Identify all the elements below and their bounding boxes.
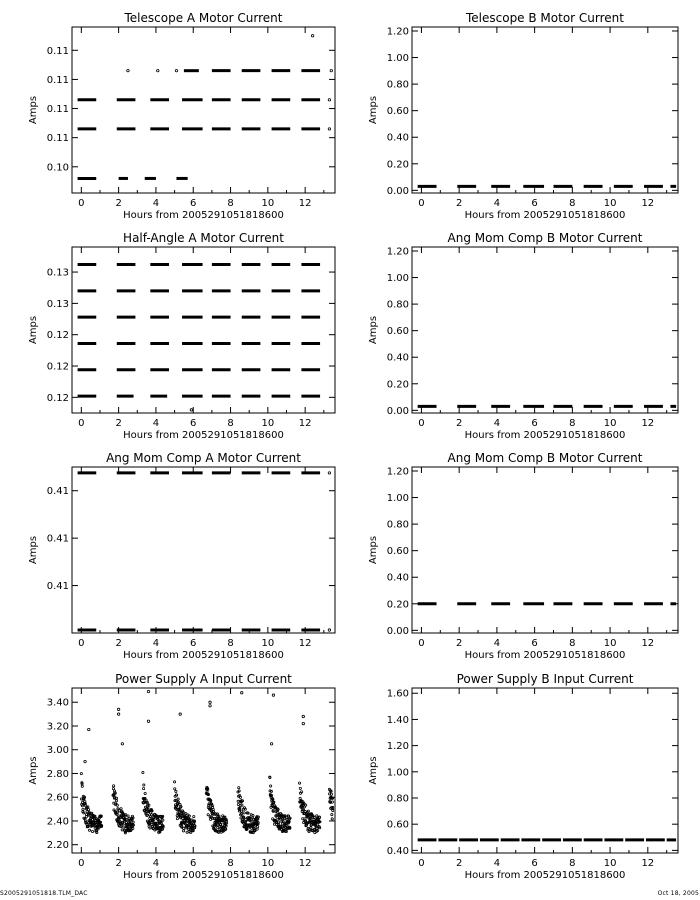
data-point-11 — [302, 722, 304, 724]
x-axis-label: Hours from 2005291051818600 — [123, 650, 284, 661]
cycle-point-3 — [143, 788, 145, 790]
data-point-7 — [209, 701, 211, 703]
x-tick-label: 12 — [641, 638, 655, 649]
y-tick-label: 0.80 — [386, 79, 409, 91]
cycle-point-1 — [88, 829, 90, 831]
y-tick-label: 1.20 — [386, 466, 409, 478]
data-point-13 — [270, 743, 272, 745]
cycle-point-6 — [244, 808, 246, 810]
data-point-2 — [157, 69, 159, 71]
cycle-point-7 — [276, 819, 278, 821]
x-tick-label: 10 — [603, 638, 617, 649]
chart-title: Ang Mom Comp B Motor Current — [447, 451, 643, 465]
data-point-3 — [117, 708, 119, 710]
x-tick-label: 6 — [190, 418, 197, 429]
data-point-15 — [84, 760, 86, 762]
cycle-point-8 — [301, 791, 303, 793]
y-tick-label: 0.12 — [46, 330, 69, 342]
plot-frame — [412, 247, 678, 413]
y-tick-label: 0.60 — [386, 546, 409, 558]
data-point-14 — [121, 743, 123, 745]
cycle-point-8 — [316, 815, 318, 817]
cycle-point-3 — [146, 814, 148, 816]
footer-source-file: S2005291051818.TLM_DAC — [0, 890, 88, 897]
data-point-12 — [302, 715, 304, 717]
plot-frame — [72, 247, 335, 413]
cycle-point-7 — [277, 812, 279, 814]
y-tick-label: 0.80 — [386, 793, 409, 805]
data-point-8 — [190, 409, 192, 411]
cycle-point-4 — [174, 788, 176, 790]
cycle-point-3 — [149, 827, 151, 829]
data-point-6 — [179, 713, 181, 715]
x-tick-label: 6 — [190, 858, 197, 869]
y-tick-label: 0.11 — [46, 74, 69, 86]
cycle-point-5 — [220, 823, 222, 825]
x-tick-label: 0 — [78, 198, 85, 209]
y-tick-label: 0.40 — [386, 132, 409, 144]
y-axis-label: Amps — [368, 95, 379, 125]
data-point-5 — [328, 128, 330, 130]
cycle-point-8 — [299, 787, 301, 789]
y-tick-label: 0.40 — [386, 845, 409, 857]
cycle-point-7 — [277, 821, 279, 823]
data-point-1 — [127, 69, 129, 71]
cycle-point-7 — [273, 823, 275, 825]
data-point-2 — [117, 713, 119, 715]
cycle-point-5 — [225, 828, 227, 830]
chart-panel-5 — [28, 451, 335, 661]
cycle-point-4 — [193, 815, 195, 817]
y-axis-label: Amps — [28, 95, 39, 125]
x-tick-label: 6 — [531, 858, 538, 869]
y-tick-label: 0.12 — [46, 361, 69, 373]
x-tick-label: 8 — [227, 858, 234, 869]
plot-frame — [412, 467, 678, 633]
x-tick-label: 2 — [455, 638, 463, 649]
data-layer — [78, 35, 333, 179]
cycle-point-5 — [217, 827, 219, 829]
y-tick-label: 1.20 — [386, 741, 409, 753]
x-tick-label: 0 — [418, 638, 425, 649]
y-tick-label: 0.12 — [46, 392, 69, 404]
chart-panel-4 — [368, 231, 678, 441]
x-tick-label: 0 — [78, 638, 85, 649]
cycle-point-4 — [177, 798, 179, 800]
x-tick-label: 10 — [261, 418, 275, 429]
x-tick-label: 0 — [418, 198, 425, 209]
x-tick-label: 0 — [418, 858, 425, 869]
y-tick-label: 0.11 — [46, 45, 69, 57]
y-tick-label: 0.20 — [386, 379, 409, 391]
cycle-point-2 — [132, 827, 134, 829]
cycle-point-4 — [173, 781, 175, 783]
x-axis-label: Hours from 2005291051818600 — [464, 650, 626, 661]
cycle-point-2 — [123, 826, 125, 828]
cycle-point-2 — [114, 792, 116, 794]
data-point-6 — [311, 35, 313, 37]
y-axis-label: Amps — [368, 756, 379, 785]
y-tick-label: 0.41 — [46, 486, 69, 498]
x-axis-label: Hours from 2005291051818600 — [464, 210, 626, 221]
x-tick-label: 10 — [603, 198, 617, 209]
x-tick-label: 4 — [493, 638, 501, 649]
x-tick-label: 8 — [569, 638, 576, 649]
cycle-point-6 — [252, 814, 254, 816]
cycle-point-1 — [82, 808, 84, 810]
x-axis-label: Hours from 2005291051818600 — [123, 430, 284, 441]
footer-date: Oct 18, 2005 — [657, 890, 699, 897]
data-point-9 — [241, 692, 243, 694]
y-tick-label: 0.41 — [46, 533, 69, 545]
y-tick-label: 0.10 — [46, 162, 69, 174]
cycle-point-8 — [305, 804, 307, 806]
cycle-point-7 — [270, 785, 272, 787]
plot-frame — [412, 27, 678, 193]
cycle-point-4 — [188, 815, 190, 817]
cycle-point-4 — [185, 813, 187, 815]
x-tick-label: 6 — [531, 638, 538, 649]
x-tick-label: 2 — [455, 198, 463, 209]
y-tick-label: 3.20 — [46, 721, 69, 733]
cycle-point-5 — [207, 814, 209, 816]
y-tick-label: 0.41 — [46, 581, 69, 593]
y-tick-label: 0.00 — [386, 185, 409, 197]
y-tick-label: 3.40 — [46, 697, 69, 709]
data-point-2 — [328, 629, 330, 631]
chart-title: Telescope A Motor Current — [124, 11, 283, 25]
chart-title: Ang Mom Comp A Motor Current — [106, 451, 301, 465]
chart-title: Ang Mom Comp B Motor Current — [447, 231, 643, 245]
y-axis-label: Amps — [368, 535, 379, 565]
x-tick-label: 12 — [641, 858, 655, 869]
y-tick-label: 0.40 — [386, 572, 409, 584]
y-axis-label: Amps — [28, 315, 39, 345]
x-tick-label: 8 — [569, 858, 576, 869]
cycle-point-4 — [176, 818, 178, 820]
cycle-point-9 — [331, 818, 333, 820]
cycle-point-8 — [310, 827, 312, 829]
x-tick-label: 2 — [115, 418, 122, 429]
x-tick-label: 10 — [261, 198, 275, 209]
y-axis-label: Amps — [368, 315, 379, 345]
y-tick-label: 3.00 — [46, 745, 69, 757]
cycle-point-6 — [240, 810, 242, 812]
y-tick-label: 0.40 — [386, 352, 409, 364]
x-tick-label: 4 — [152, 858, 160, 869]
y-tick-label: 1.40 — [386, 714, 409, 726]
chart-title: Power Supply A Input Current — [115, 672, 292, 686]
cycle-point-1 — [85, 816, 87, 818]
y-tick-label: 1.00 — [386, 767, 409, 779]
cycle-point-2 — [115, 797, 117, 799]
x-tick-label: 2 — [115, 198, 122, 209]
cycle-point-2 — [121, 829, 123, 831]
data-point-1 — [328, 472, 330, 474]
x-tick-label: 4 — [493, 418, 501, 429]
cycle-point-6 — [241, 804, 243, 806]
data-point-7 — [328, 237, 330, 239]
x-tick-label: 6 — [531, 198, 538, 209]
cycle-point-3 — [162, 819, 164, 821]
y-tick-label: 2.40 — [46, 816, 69, 828]
data-layer — [80, 690, 334, 834]
cycle-point-8 — [318, 816, 320, 818]
x-axis-label: Hours from 2005291051818600 — [123, 870, 284, 881]
cycle-point-3 — [144, 792, 146, 794]
cycle-point-4 — [194, 825, 196, 827]
y-tick-label: 0.80 — [386, 299, 409, 311]
cycle-point-5 — [209, 818, 211, 820]
x-tick-label: 0 — [418, 418, 425, 429]
x-tick-label: 10 — [261, 638, 275, 649]
cycle-point-3 — [161, 828, 163, 830]
x-tick-label: 10 — [603, 418, 617, 429]
plot-frame — [72, 467, 335, 633]
x-tick-label: 10 — [261, 858, 275, 869]
cycle-point-6 — [256, 828, 258, 830]
data-layer — [78, 472, 331, 632]
cycle-point-2 — [112, 788, 114, 790]
cycle-point-1 — [81, 785, 83, 787]
x-axis-label: Hours from 2005291051818600 — [464, 430, 626, 441]
x-axis-label: Hours from 2005291051818600 — [123, 210, 284, 221]
cycle-point-4 — [175, 790, 177, 792]
y-tick-label: 0.13 — [46, 298, 69, 310]
x-tick-label: 4 — [493, 858, 501, 869]
y-tick-label: 1.20 — [386, 26, 409, 38]
cycle-point-1 — [80, 773, 82, 775]
x-tick-label: 4 — [152, 198, 160, 209]
x-tick-label: 12 — [298, 858, 312, 869]
data-point-4 — [147, 720, 149, 722]
y-axis-label: Amps — [28, 535, 39, 565]
x-tick-label: 8 — [569, 418, 576, 429]
cycle-point-4 — [180, 806, 182, 808]
cycle-point-7 — [272, 810, 274, 812]
y-tick-label: 0.60 — [386, 819, 409, 831]
cycle-point-6 — [243, 812, 245, 814]
cycle-point-7 — [269, 776, 271, 778]
x-tick-label: 6 — [531, 418, 538, 429]
x-tick-label: 4 — [152, 638, 160, 649]
data-point-4 — [328, 99, 330, 101]
y-tick-label: 0.13 — [46, 267, 69, 279]
cycle-point-3 — [143, 784, 145, 786]
x-tick-label: 8 — [227, 198, 234, 209]
y-tick-label: 2.60 — [46, 792, 69, 804]
cycle-point-4 — [188, 826, 190, 828]
x-tick-label: 10 — [603, 858, 617, 869]
x-tick-label: 4 — [493, 198, 501, 209]
data-point-1 — [88, 728, 90, 730]
cycle-point-4 — [182, 830, 184, 832]
chart-panel-6 — [368, 451, 678, 661]
plot-frame — [412, 688, 678, 853]
y-tick-label: 0.11 — [46, 104, 69, 116]
y-tick-label: 0.00 — [386, 405, 409, 417]
y-tick-label: 0.00 — [386, 625, 409, 637]
cycle-point-2 — [127, 815, 129, 817]
x-tick-label: 2 — [115, 638, 122, 649]
cycle-point-2 — [116, 804, 118, 806]
y-tick-label: 0.20 — [386, 159, 409, 171]
y-tick-label: 1.00 — [386, 53, 409, 65]
chart-panel-8 — [368, 672, 678, 881]
y-tick-label: 0.11 — [46, 133, 69, 145]
y-tick-label: 0.60 — [386, 326, 409, 338]
plot-frame — [72, 27, 335, 193]
chart-title: Telescope B Motor Current — [465, 11, 625, 25]
x-tick-label: 12 — [641, 198, 655, 209]
cycle-point-4 — [176, 794, 178, 796]
cycle-point-2 — [132, 821, 134, 823]
cycle-point-8 — [307, 810, 309, 812]
cycle-point-8 — [313, 816, 315, 818]
x-tick-label: 4 — [152, 418, 160, 429]
cycle-point-3 — [142, 771, 144, 773]
cycle-point-6 — [256, 826, 258, 828]
cycle-point-2 — [120, 808, 122, 810]
y-tick-label: 1.00 — [386, 273, 409, 285]
cycle-point-2 — [115, 800, 117, 802]
x-tick-label: 12 — [298, 418, 312, 429]
x-tick-label: 2 — [455, 858, 463, 869]
y-tick-label: 2.80 — [46, 768, 69, 780]
x-tick-label: 12 — [641, 418, 655, 429]
x-tick-label: 6 — [190, 198, 197, 209]
x-tick-label: 0 — [78, 858, 85, 869]
x-tick-label: 8 — [569, 198, 576, 209]
y-tick-label: 2.20 — [46, 840, 69, 852]
chart-panel-2 — [368, 11, 678, 221]
cycle-point-5 — [212, 810, 214, 812]
data-point-7 — [330, 69, 332, 71]
y-axis-label: Amps — [28, 756, 39, 785]
chart-panel-1 — [28, 11, 335, 221]
x-tick-label: 0 — [78, 418, 85, 429]
data-point-3 — [175, 69, 177, 71]
cycle-point-3 — [151, 814, 153, 816]
cycle-point-6 — [254, 830, 256, 832]
y-tick-label: 0.60 — [386, 106, 409, 118]
x-axis-label: Hours from 2005291051818600 — [464, 870, 626, 881]
cycle-point-6 — [239, 796, 241, 798]
data-point-8 — [209, 705, 211, 707]
chart-title: Half-Angle A Motor Current — [123, 231, 284, 245]
cycle-point-1 — [96, 831, 98, 833]
cycle-point-9 — [330, 793, 332, 795]
cycle-point-2 — [112, 785, 114, 787]
chart-title: Power Supply B Input Current — [456, 672, 634, 686]
cycle-point-9 — [331, 814, 333, 816]
x-tick-label: 8 — [227, 418, 234, 429]
cycle-point-1 — [81, 805, 83, 807]
chart-panel-3 — [28, 211, 335, 441]
x-tick-label: 8 — [227, 638, 234, 649]
chart-panel-7 — [28, 672, 335, 881]
cycle-point-1 — [88, 809, 90, 811]
y-tick-label: 1.60 — [386, 688, 409, 700]
cycle-point-8 — [298, 782, 300, 784]
cycle-point-1 — [91, 830, 93, 832]
plot-frame — [72, 688, 335, 853]
cycle-point-6 — [238, 787, 240, 789]
x-tick-label: 2 — [115, 858, 122, 869]
data-point-10 — [272, 694, 274, 696]
y-tick-label: 0.20 — [386, 599, 409, 611]
x-tick-label: 12 — [298, 638, 312, 649]
cycle-point-9 — [331, 801, 333, 803]
x-tick-label: 6 — [190, 638, 197, 649]
cycle-point-5 — [226, 822, 228, 824]
y-tick-label: 0.80 — [386, 519, 409, 531]
data-point-5 — [147, 690, 149, 692]
cycle-point-8 — [299, 797, 301, 799]
x-tick-label: 12 — [298, 198, 312, 209]
x-tick-label: 2 — [455, 418, 463, 429]
y-tick-label: 1.00 — [386, 493, 409, 505]
y-tick-label: 1.20 — [386, 246, 409, 258]
